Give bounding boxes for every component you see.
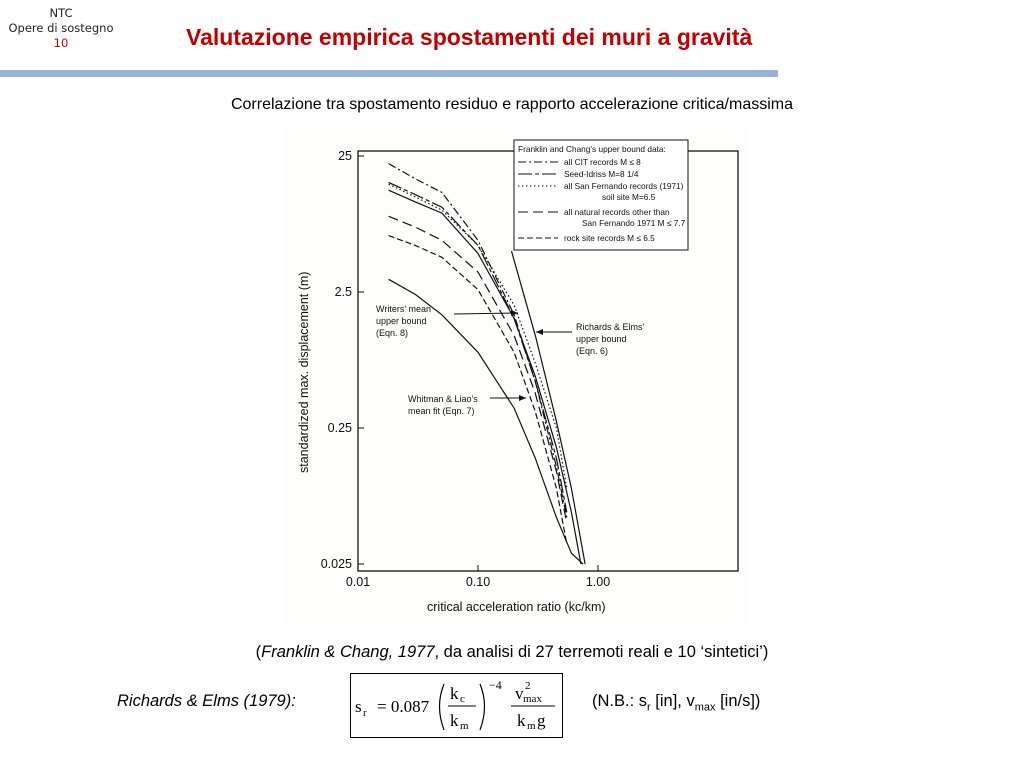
note-units: [in], v xyxy=(650,692,695,710)
formula-km-2: k xyxy=(517,711,526,730)
caption-text: , da analisi di 27 terremoti reali e 10 ‘sintetici’) xyxy=(434,643,769,661)
header-topic: Opere di sostegno xyxy=(8,21,114,35)
annotation-richards-line1: Richards & Elms' xyxy=(576,322,645,332)
formula-v: v xyxy=(515,684,524,703)
annotation-richards xyxy=(536,322,645,356)
legend-entry-3: all San Fernando records (1971) xyxy=(564,181,684,191)
y-tick-label: 0.025 xyxy=(320,557,352,571)
formula-sub-m: m xyxy=(460,720,469,732)
note-sub-max: max xyxy=(694,701,716,714)
series-line-4 xyxy=(389,216,567,523)
legend-entry-1: all CIT records M ≤ 8 xyxy=(564,157,641,167)
annotation-writers-arrow xyxy=(454,313,518,314)
formula-sub-c: c xyxy=(460,693,465,705)
annotation-richards-line2: upper bound xyxy=(576,334,627,344)
caption-reference: Franklin & Chang, 1977 xyxy=(261,643,435,661)
subtitle: Correlazione tra spostamento residuo e rapporto accelerazione critica/massima xyxy=(230,96,794,113)
note-open: (N.B.: s xyxy=(592,692,648,710)
legend-entry-4b: San Fernando 1971 M ≤ 7.7 xyxy=(582,218,686,228)
note-close: [in/s]) xyxy=(715,692,761,710)
slide-header xyxy=(0,6,122,51)
formula-exponent: −4 xyxy=(489,678,502,692)
title-underline-bar xyxy=(0,70,778,77)
annotation-whitman-line1: Whitman & Liao's xyxy=(408,394,478,404)
annotation-richards-arrowhead xyxy=(536,329,543,335)
legend-entry-2: Seed-Idriss M=8 1/4 xyxy=(564,169,639,179)
formula-right-paren xyxy=(480,684,485,730)
formula-sub-r: r xyxy=(363,707,367,719)
annotation-whitman-arrowhead xyxy=(519,395,526,401)
formula-note xyxy=(592,692,760,713)
series-line-5 xyxy=(389,236,567,544)
y-axis-label: standardized max. displacement (m) xyxy=(297,271,311,473)
legend-title: Franklin and Chang's upper bound data: xyxy=(518,144,666,154)
x-axis-label: critical acceleration ratio (kc/km) xyxy=(427,600,606,614)
y-tick-label: 2.5 xyxy=(334,285,352,299)
note-sub-r: r xyxy=(647,701,651,714)
x-tick-label: 0.01 xyxy=(345,575,371,589)
formula-left-paren xyxy=(440,684,445,730)
annotation-writers-line1: Writers' mean xyxy=(376,304,432,314)
richards-elms-formula xyxy=(351,674,562,737)
formula-sub-max: max xyxy=(523,693,542,705)
header-course: NTC xyxy=(49,6,73,20)
displacement-chart xyxy=(282,128,748,625)
x-tick-label: 1.00 xyxy=(585,575,611,589)
annotation-whitman-line2: mean fit (Eqn. 7) xyxy=(408,406,475,416)
figure-caption xyxy=(0,643,1024,662)
formula-box xyxy=(350,673,563,738)
series-line-7 xyxy=(512,251,586,564)
annotation-writers-line2: upper bound xyxy=(376,316,427,326)
formula-squared: 2 xyxy=(525,680,531,692)
y-tick-label: 25 xyxy=(338,149,352,163)
legend xyxy=(514,140,688,250)
formula-label: Richards & Elms (1979): xyxy=(117,692,296,710)
legend-entry-4: all natural records other than xyxy=(564,207,670,217)
x-tick-label: 0.10 xyxy=(465,575,491,589)
annotation-whitman xyxy=(408,394,526,416)
annotation-writers xyxy=(376,304,518,338)
page-number: 10 xyxy=(53,36,69,50)
annotation-richards-line3: (Eqn. 6) xyxy=(576,346,609,356)
formula-kc: k xyxy=(450,684,459,703)
formula-s: s xyxy=(355,697,362,716)
chart-figure xyxy=(282,128,748,625)
annotation-writers-line3: (Eqn. 8) xyxy=(376,328,409,338)
legend-entry-3b: soil site M=6.5 xyxy=(602,192,656,202)
legend-entry-5: rock site records M ≤ 6.5 xyxy=(564,233,655,243)
formula-km: k xyxy=(450,711,459,730)
y-tick-label: 0.25 xyxy=(327,421,352,435)
caption-open-paren: ( xyxy=(255,643,262,661)
formula-coefficient: = 0.087 xyxy=(377,697,430,716)
formula-sub-m-2: m xyxy=(527,720,536,732)
formula-g: g xyxy=(537,711,546,730)
page-title: Valutazione empirica spostamenti dei muri a gravità xyxy=(186,24,753,50)
